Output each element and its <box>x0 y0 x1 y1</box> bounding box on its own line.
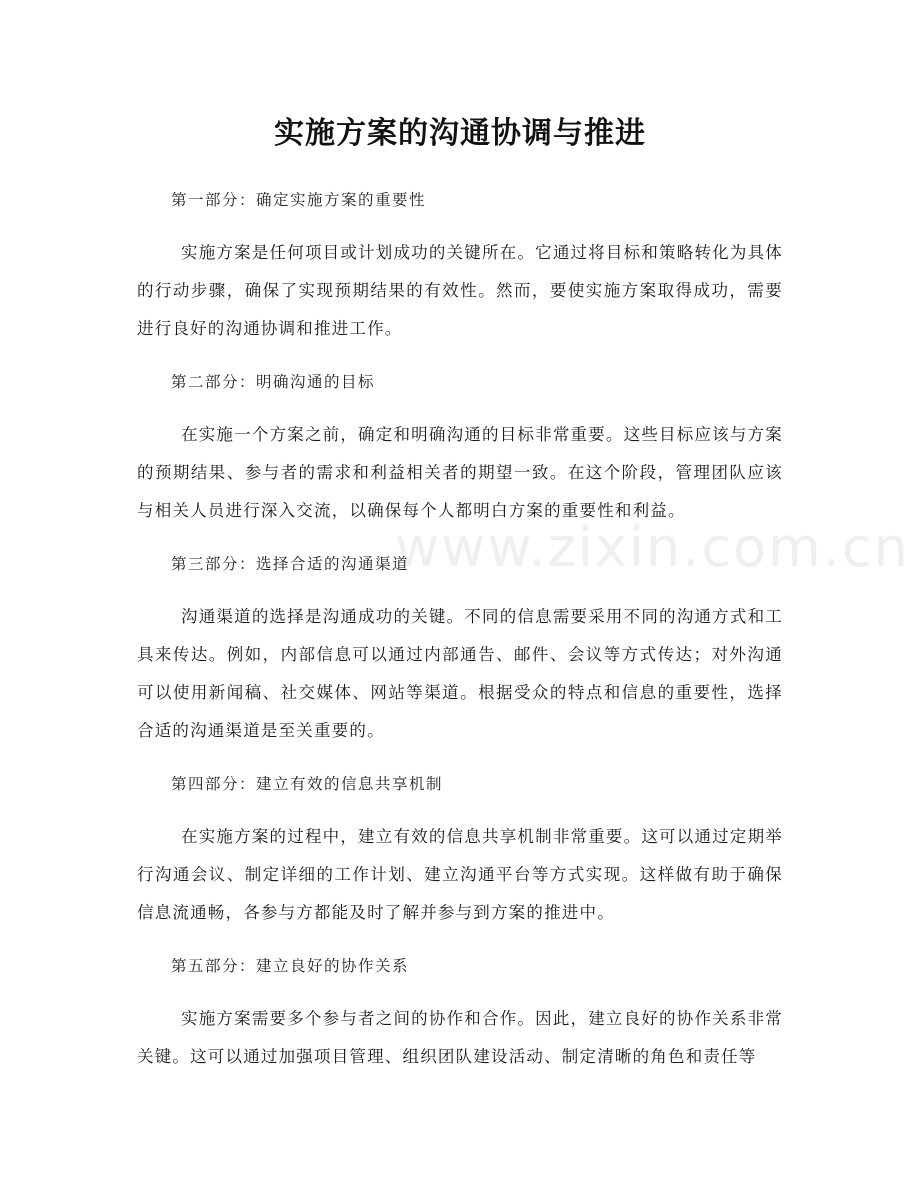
section-heading-5: 第五部分：建立良好的协作关系 <box>171 957 410 975</box>
section-heading-2: 第二部分：明确沟通的目标 <box>171 373 376 391</box>
section-paragraph-3: 沟通渠道的选择是沟通成功的关键。不同的信息需要采用不同的沟通方式和工具来传达。例如，内部信息可以通过内部通告、邮件、会议等方式传达；对外沟通可以使用新闻稿、社交媒体、网站等渠道。根据受众的特点和信息的重要性，选择合适的沟通渠道是至关重要的。 <box>137 607 783 740</box>
watermark: www.zixin.com.cn <box>395 516 910 579</box>
section-paragraph-1: 实施方案是任何项目或计划成功的关键所在。它通过将目标和策略转化为具体的行动步骤，确保了实现预期结果的有效性。然而，要使实施方案取得成功，需要进行良好的沟通协调和推进工作。 <box>137 243 783 338</box>
section-heading-4: 第四部分：建立有效的信息共享机制 <box>171 775 444 793</box>
document-title: 实施方案的沟通协调与推进 <box>274 116 646 151</box>
section-paragraph-4: 在实施方案的过程中，建立有效的信息共享机制非常重要。这可以通过定期举行沟通会议、制定详细的工作计划、建立沟通平台等方式实现。这样做有助于确保信息流通畅，各参与方都能及时了解并参与到方案的推进中。 <box>137 827 783 922</box>
section-paragraph-5: 实施方案需要多个参与者之间的协作和合作。因此，建立良好的协作关系非常关键。这可以通过加强项目管理、组织团队建设活动、制定清晰的角色和责任等 <box>137 1009 783 1066</box>
section-heading-3: 第三部分：选择合适的沟通渠道 <box>171 555 410 573</box>
document-body <box>137 184 783 1076</box>
section-heading-1: 第一部分：确定实施方案的重要性 <box>171 191 427 209</box>
section-paragraph-2: 在实施一个方案之前，确定和明确沟通的目标非常重要。这些目标应该与方案的预期结果、参与者的需求和利益相关者的期望一致。在这个阶段，管理团队应该与相关人员进行深入交流，以确保每个人都明白方案的重要性和利益。 <box>137 425 783 520</box>
